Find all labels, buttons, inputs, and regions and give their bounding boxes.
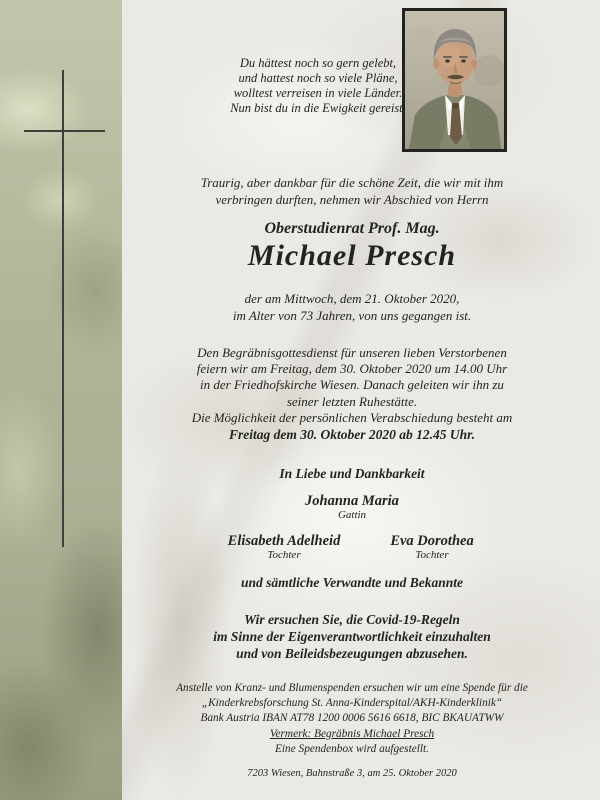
death-date-lines	[104, 291, 600, 324]
covid-line: Wir ersuchen Sie, die Covid-19-Regeln	[244, 612, 460, 627]
covid-line: und von Beileidsbezeugungen abzusehen.	[236, 646, 468, 662]
family-heading: In Liebe und Dankbarkeit	[279, 466, 425, 481]
service-line: seiner letzten Ruhestätte.	[286, 393, 418, 409]
spouse-relation: Gattin	[337, 509, 367, 521]
poem-line: Du hättest noch so gern gelebt,	[239, 56, 397, 70]
donation-line: Anstelle von Kranz- und Blumenspenden ersuchen wir um eine Spende für die	[176, 682, 528, 694]
intro-line: verbringen durften, nehmen wir Abschied von Herrn	[215, 192, 489, 207]
death-line: der am Mittwoch, dem 21. Oktober 2020,	[244, 291, 460, 306]
donation-box-note: Eine Spendenbox wird aufgestellt.	[275, 742, 429, 755]
service-line: in der Friedhofskirche Wiesen. Danach geleiten wir ihn zu	[200, 377, 504, 393]
spouse-entry	[104, 493, 600, 522]
address-date-line: 7203 Wiesen, Bahnstraße 3, am 25. Oktober 2020	[247, 768, 457, 779]
cross-icon-bar	[24, 130, 105, 132]
donation-bank-details: Bank Austria IBAN AT78 1200 0006 5616 6618, BIC BKAUATWW	[200, 712, 504, 725]
farewell-datetime: Freitag dem 30. Oktober 2020 ab 12.45 Uhr.	[228, 426, 475, 442]
farewell-info	[104, 410, 600, 443]
donation-recipient: „Kinderkrebsforschung St. Anna-Kinderspital/AKH-Kinderklinik“	[201, 697, 503, 710]
intro-line: Traurig, aber dankbar für die schöne Zeit, die wir mit ihm	[200, 175, 504, 190]
deceased-name: Michael Presch	[247, 239, 457, 272]
spouse-name: Johanna Maria	[305, 493, 399, 509]
daughter-relation: Tochter	[267, 549, 301, 561]
service-line: Den Begräbnisgottesdienst für unseren lieben Verstorbenen	[197, 345, 507, 360]
daughter-name: Eva Dorothea	[390, 533, 474, 549]
death-line: im Alter von 73 Jahren, von uns gegangen ist.	[232, 307, 472, 323]
memorial-poem	[118, 56, 518, 116]
donation-info	[104, 681, 600, 757]
covid-line: im Sinne der Eigenverantwortlichkeit einzuhalten	[213, 629, 491, 645]
other-mourners: und sämtliche Verwandte und Bekannte	[240, 575, 464, 590]
daughter-entry	[332, 533, 532, 562]
poem-line: und hattest noch so viele Pläne,	[238, 71, 398, 85]
service-line: feiern wir am Freitag, dem 30. Oktober 2020 um 14.00 Uhr	[196, 361, 508, 377]
announcement-intro	[104, 174, 600, 208]
farewell-line: Die Möglichkeit der persönlichen Verabschiedung besteht am	[191, 410, 513, 425]
daughter-relation: Tochter	[415, 549, 449, 561]
honorific-title: Oberstudienrat Prof. Mag.	[264, 220, 440, 237]
poem-line: wolltest verreisen in viele Länder.	[233, 86, 403, 100]
daughter-name: Elisabeth Adelheid	[227, 533, 341, 549]
covid-notice	[104, 611, 600, 663]
cross-icon	[62, 70, 64, 547]
funeral-service-info	[104, 345, 600, 410]
poem-line: Nun bist du in die Ewigkeit gereist.	[230, 101, 406, 115]
donation-reference: Vermerk: Begräbnis Michael Presch	[269, 727, 435, 740]
